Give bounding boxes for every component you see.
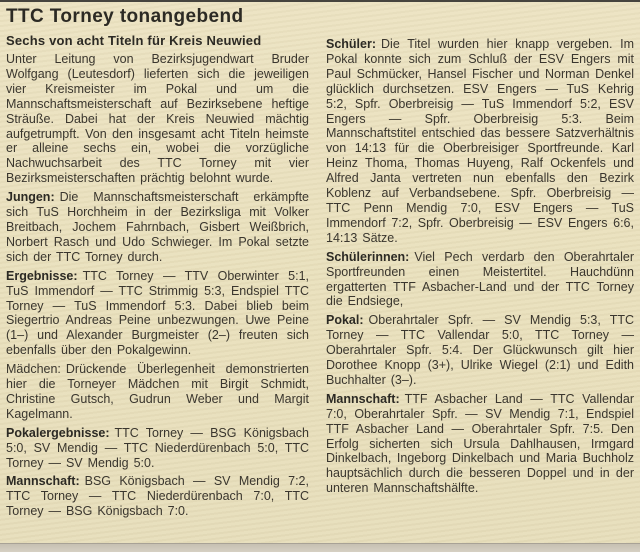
paragraph-text: Viel Pech verdarb den Oberahrtaler Sportfreunden einen Meistertitel. Hauchdünn ergatterten TTF Asbacher-Land und der TTC Torney die Endsiege, [326,249,634,309]
intro-paragraph [6,52,309,186]
paragraph-text: BSG Königsbach — SV Mendig 7:2, TTC Torney — TTC Niederdürenbach 7:0, TTC Torney — BSG Königsbach 7:0. [6,474,309,519]
paragraph-lead: Pokalergebnisse: [6,425,110,440]
top-rule [0,0,640,2]
right-column [326,5,634,523]
paragraph-lead: Schülerinnen: [326,249,410,264]
pokalergebnisse-paragraph [6,426,309,471]
paragraph-text: TTC Torney — TTV Oberwinter 5:1, TuS Immendorf — TTC Strimmig 5:3, Endspiel TTC Torney — TuS Immendorf 5:3. Dabei blieb beim Siegertrio Andreas Peine unbezwungen. Uwe Peine (1–) und Alexander Burgmeister (2–) freuten sich ebenfalls über den Pokalgewinn. [6,268,309,358]
article-columns [6,5,634,523]
paragraph-text: Unter Leitung von Bezirksjugendwart Bruder Wolfgang (Leutesdorf) lieferten sich die jeweiligen vier Kreismeister im Pokal und um die Mannschaftsmeisterschaft auf Bezirksebene heftige Sträuße. Dabei hat der Kreis Neuwied mächtig aufgetrumpft. Von den insgesamt acht Titeln heimste er alleine sechs ein, wobei die vorzügliche Nachwuchsarbeit des TTC Torney mit vier Bezirksmeisterschaften prächtig belohnt wurde. [6,52,309,186]
mannschaft-right-paragraph [326,392,634,496]
schuelerinnen-paragraph [326,250,634,310]
paragraph-lead: Ergebnisse: [6,268,78,283]
paragraph-lead: Schüler: [326,37,377,51]
maedchen-paragraph [6,362,309,422]
paragraph-lead: Pokal: [326,313,364,328]
jungen-paragraph [6,190,309,265]
paragraph-lead: Mannschaft: [326,391,400,406]
mannschaft-left-paragraph [6,474,309,519]
pokal-paragraph [326,313,634,388]
paragraph-lead: Mannschaft: [6,474,80,489]
schueler-paragraph [326,37,634,246]
paragraph-lead: Mädchen: [6,362,61,377]
paragraph-text: Oberahrtaler Spfr. — SV Mendig 5:3, TTC Torney — TTC Vallendar 5:0, TTC Torney — Oberahrtaler Spfr. 5:4. Der Glückwunsch gilt hier Dorothee Knopp (3+), Ulrike Wiegel (2:1) und Edith Buchhalter (3–). [326,313,634,387]
article-title: TTC Torney tonangebend [6,6,244,27]
left-column [6,5,309,523]
paragraph-text: Die Titel wurden hier knapp vergeben. Im Pokal konnte sich zum Schluß der ESV Engers mit Paul Schmücker, Hansel Fischer und Norman Denkel glücklich durchsetzen. ESV Engers — TuS Kehrig 5:2, Spfr. Oberbreisig — TuS Immendorf 5:2, ESV Engers — Spfr. Oberbreisig 5:3. Beim Mannschaftstitel entschied das bessere Satzverhältnis von 14:13 für die Oberbreisiger Sportfreunde. Karl Heinz Thoma, Thomas Huyeng, Ralf Ockenfels und Alfred Janta vertreten nun ebenfalls den Bezirk Koblenz auf Verbandsebene. Spfr. Oberbreisig — TTC Penn Mendig 7:0, ESV Engers — TuS Immendorf 7:2, Spfr. Oberbreisig — ESV Engers 6:6, 14:13 Sätze. [326,37,634,245]
clipping-bottom-edge [0,543,640,552]
paragraph-text: TTF Asbacher Land — TTC Vallendar 7:0, Oberahrtaler Spfr. — SV Mendig 7:1, Endspiel TTF Asbacher Land — Oberahrtaler Spfr. 7:5. Den Erfolg sicherten sich Ursula Dahlhausen, Irmgard Dinkelbach, Ingeborg Dinkelbach und Maria Buchholz hauptsächlich durch die besseren Doppel und in der unteren Mannschaftshälfte. [326,391,634,496]
ergebnisse-paragraph [6,269,309,358]
paragraph-text: Die Mannschaftsmeisterschaft erkämpfte sich TuS Horchheim in der Bezirksliga mit Volker Breitbach, Jochem Fahrnbach, Gisbert Weißbrich, Norbert Rasch und Udo Schwieger. Im Pokal setzte sich der TTC Torney durch. [6,190,309,264]
article-subtitle: Sechs von acht Titeln für Kreis Neuwied [6,33,262,48]
paragraph-text: Drückende Überlegenheit demonstrierten hier die Torneyer Mädchen mit Birgit Schmidt, Christine Gutsch, Gudrun Weber und Margit Kagelmann. [6,362,309,421]
paragraph-lead: Jungen: [6,190,55,205]
paragraph-text: TTC Torney — BSG Königsbach 5:0, SV Mendig — TTC Niederdürenbach 5:0, TTC Torney — SV Mendig 5:0. [6,425,309,470]
